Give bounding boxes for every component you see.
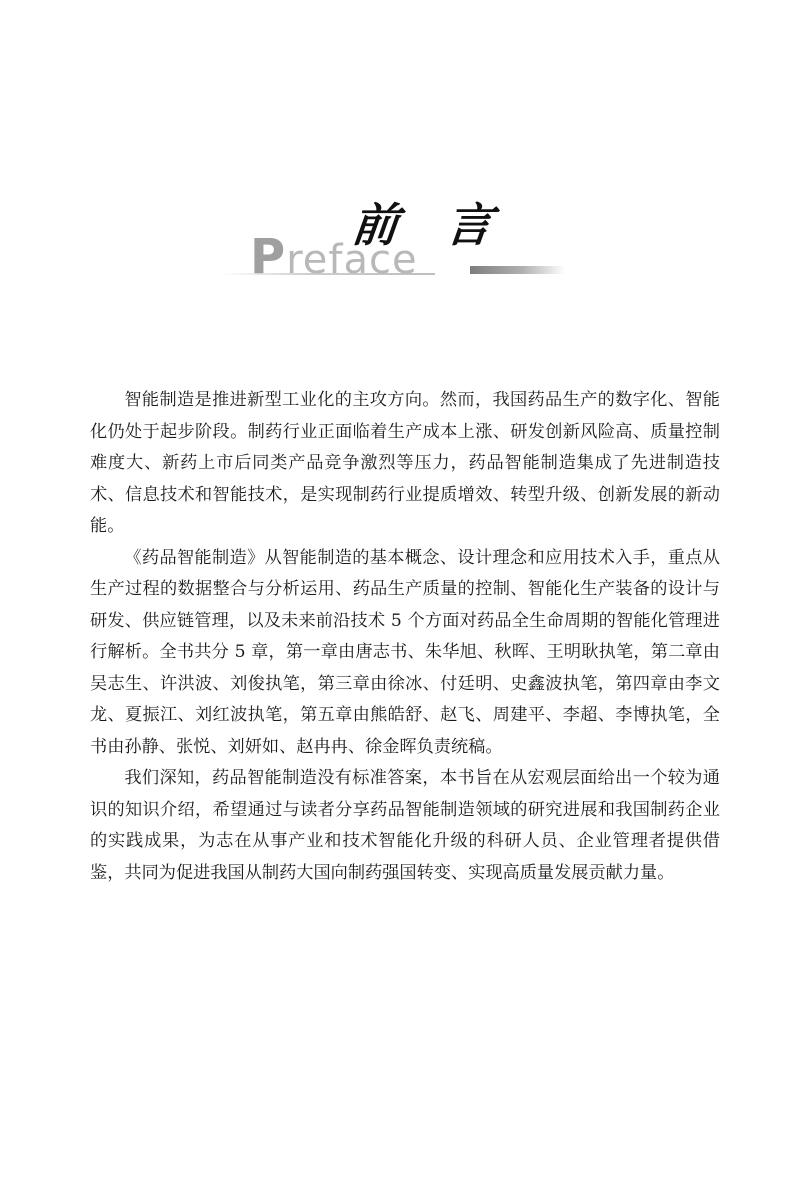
heading-subtitle-initial: P	[250, 229, 287, 285]
preface-heading	[220, 196, 570, 286]
body-text	[90, 385, 720, 889]
paragraph-2: 《药品智能制造》从智能制造的基本概念、设计理念和应用技术入手，重点从生产过程的数据整合与分析运用、药品生产质量的控制、智能化生产装备的设计与研发、供应链管理，以及未来前沿技术 5 个方面对药品全生命周期的智能化管理进行解析。全书共分 5 章，第一章由唐志书、朱华旭、秋晖、王明耿执笔，第二章由吴志生、许洪波、刘俊执笔，第三章由徐冰、付廷明、史鑫波执笔，第四章由李文龙、夏振江、刘红波执笔，第五章由熊皓舒、赵飞、周建平、李超、李博执笔，全书由孙静、张悦、刘妍如、赵冉冉、徐金晖负责统稿。	[90, 547, 720, 757]
heading-subtitle-rest: reface	[286, 237, 418, 283]
paragraph-1: 智能制造是推进新型工业化的主攻方向。然而，我国药品生产的数字化、智能化仍处于起步阶段。制药行业正面临着生产成本上涨、研发创新风险高、质量控制难度大、新药上市后同类产品竞争激烈等压力，药品智能制造集成了先进制造技术、信息技术和智能技术，是实现制药行业提质增效、转型升级、创新发展的新动能。	[90, 390, 720, 536]
paragraph-3: 我们深知，药品智能制造没有标准答案，本书旨在从宏观层面给出一个较为通识的知识介绍，希望通过与读者分享药品智能制造领域的研究进展和我国制药企业的实践成果，为志在从事产业和技术智能化升级的科研人员、企业管理者提供借鉴，共同为促进我国从制药大国向制药强国转变、实现高质量发展贡献力量。	[90, 768, 720, 883]
heading-rule-right	[470, 266, 565, 274]
page-title: 前 言	[349, 198, 511, 252]
